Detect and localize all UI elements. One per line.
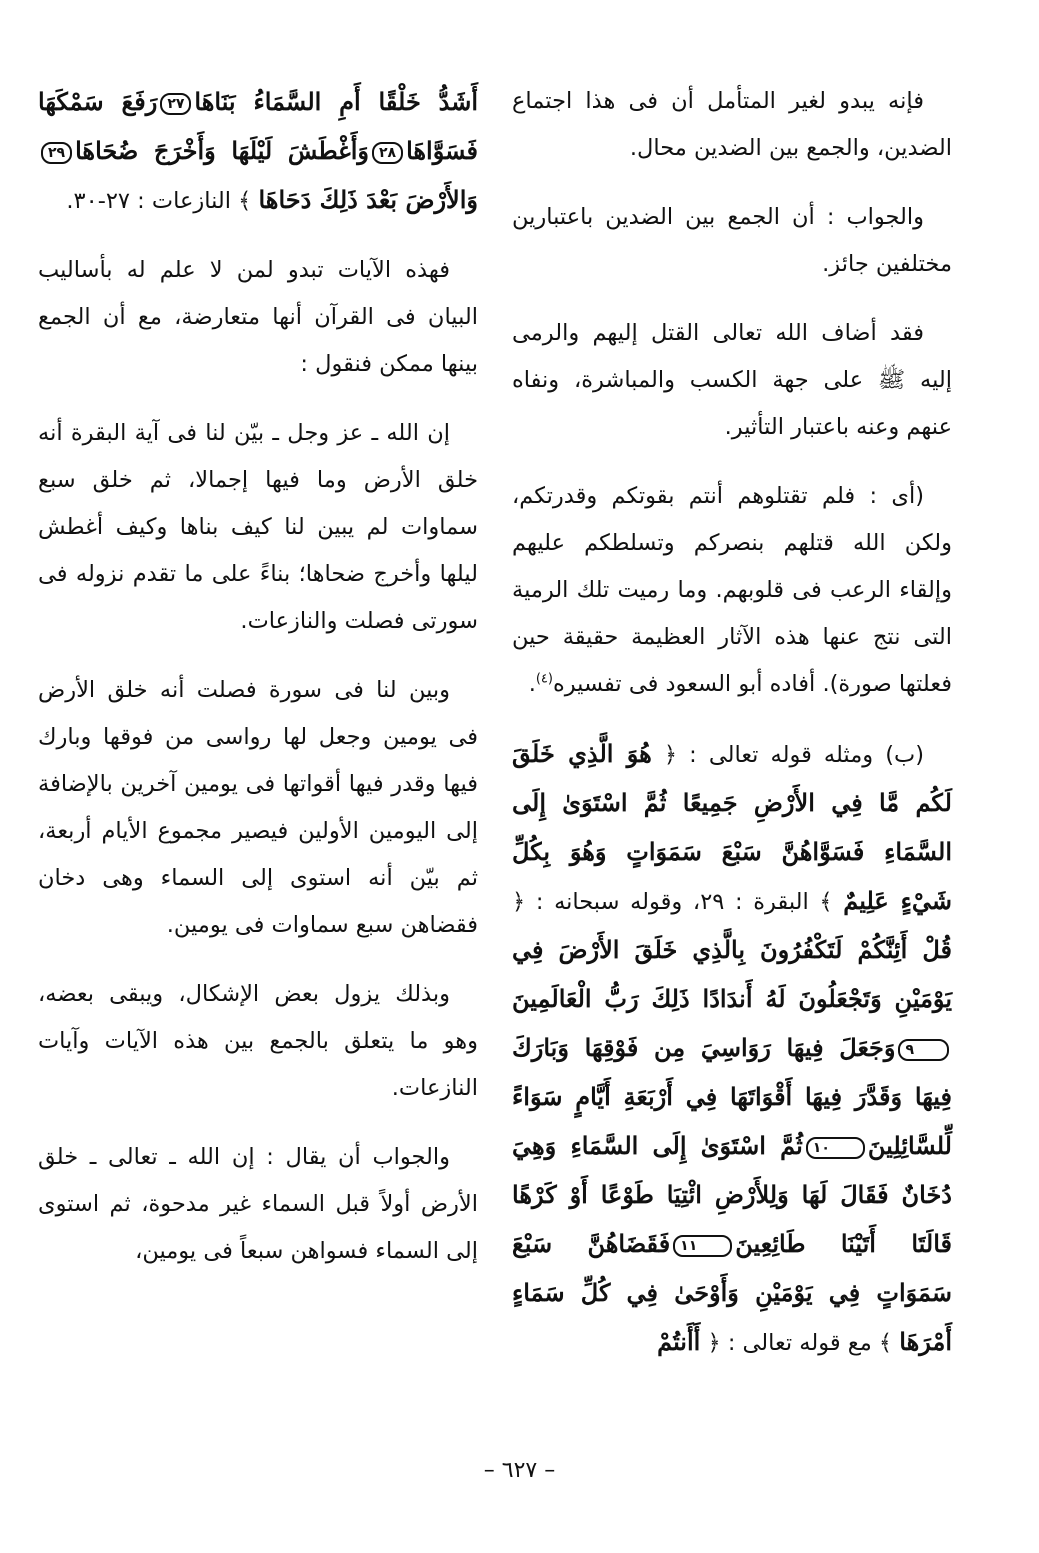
quran-verse: قُلْ أَئِنَّكُمْ لَتَكْفُرُونَ بِالَّذِي خَلَقَ الأَرْضَ فِي يَوْمَيْنِ وَتَجْعَلُونَ لَهُ أَندَادًا ذَلِكَ رَبُّ الْعَالَمِينَ	[512, 935, 952, 1013]
ayah-number: ١١	[673, 1235, 732, 1257]
verse-reference: ﴾ النازعات : ٢٧-٣٠.	[66, 188, 252, 214]
page-number: – ٦٢٧ –	[483, 1458, 556, 1483]
quran-verse: وَأَغْطَشَ لَيْلَهَا وَأَخْرَجَ ضُحَاهَا	[75, 136, 369, 165]
verse-intro: (ب) ومثله قوله تعالى : ﴿	[663, 742, 924, 768]
verse-reference: ﴾ مع قوله تعالى : ﴿	[707, 1330, 893, 1356]
quran-verse: فَقَضَاهُنَّ سَبْعَ سَمَوَاتٍ فِي يَوْمَيْنِ وَأَوْحَىٰ فِي كُلِّ سَمَاءٍ أَمْرَهَا	[512, 1229, 952, 1356]
ayah-number: ٢٨	[372, 142, 403, 164]
paragraph-with-verses	[512, 730, 952, 1367]
left-column	[38, 78, 478, 1297]
ayah-number: ٩	[898, 1039, 949, 1061]
quran-verse: أَأَنتُمْ	[657, 1327, 701, 1356]
paragraph: وبذلك يزول بعض الإشكال، ويبقى بعضه، وهو ما يتعلق بالجمع بين هذه الآيات وآيات النازعات.	[38, 981, 478, 1101]
ayah-number: ١٠	[806, 1137, 865, 1159]
paragraph: والجواب : أن الجمع بين الضدين باعتبارين مختلفين جائز.	[512, 204, 952, 277]
right-column	[512, 78, 952, 1389]
quran-verse: رَفَعَ سَمْكَهَا فَسَوَّاهَا	[38, 87, 478, 165]
footnote-marker: (٤)	[535, 671, 553, 687]
paragraph-text: (أى : فلم تقتلوهم أنتم بقوتكم وقدرتكم، ولكن الله قتلهم بنصركم وتسلطكم عليهم وإلقاء الرعب فى قلوبهم. وما رميت تلك الرمية التى نتج عنها هذه الآثار العظيمة حقيقة حين فعلتها صورة). أفاده أبو السعود فى تفسيره	[512, 483, 952, 697]
paragraph: إن الله ـ عز وجل ـ بيّن لنا فى آية البقرة أنه خلق الأرض وما فيها إجمالا، ثم خلق سبع سماوات لم يبين لنا كيف بناها وكيف أغطش ليلها وأخرج ضحاها؛ بناءً على ما تقدم نزوله فى سورتى فصلت والنازعات.	[38, 420, 478, 634]
ayah-number: ٢٧	[160, 93, 191, 115]
quran-verse: ثُمَّ اسْتَوَىٰ إِلَى السَّمَاءِ وَهِيَ دُخَانٌ فَقَالَ لَهَا وَلِلأَرْضِ ائْتِيَا طَوْعًا أَوْ كَرْهًا قَالَتَا أَتَيْنَا طَائِعِينَ	[512, 1131, 952, 1258]
paragraph: فقد أضاف الله تعالى القتل إليهم والرمى إليه ﷺ على جهة الكسب والمباشرة، ونفاه عنهم وعنه باعتبار التأثير.	[512, 320, 952, 440]
quran-verse: وَالأَرْضَ بَعْدَ ذَلِكَ دَحَاهَا	[258, 185, 478, 214]
quran-verse: هُوَ الَّذِي خَلَقَ لَكُم مَّا فِي الأَرْضِ جَمِيعًا ثُمَّ اسْتَوَىٰ إِلَى السَّمَاءِ فَسَوَّاهُنَّ سَبْعَ سَمَوَاتٍ وَهُوَ بِكُلِّ شَيْءٍ عَلِيمٌ	[512, 739, 953, 915]
paragraph: فإنه يبدو لغير المتأمل أن فى هذا اجتماع الضدين، والجمع بين الضدين محال.	[512, 88, 952, 161]
paragraph: فهذه الآيات تبدو لمن لا علم له بأساليب البيان فى القرآن أنها متعارضة، مع أن الجمع بينها ممكن فنقول :	[38, 257, 478, 377]
ayah-number: ٢٩	[41, 142, 72, 164]
quran-verse: وَجَعَلَ فِيهَا رَوَاسِيَ مِن فَوْقِهَا وَبَارَكَ فِيهَا وَقَدَّرَ فِيهَا أَقْوَاتَهَا فِي أَرْبَعَةِ أَيَّامٍ سَوَاءً لِّلسَّائِلِينَ	[512, 1033, 952, 1160]
paragraph: وبين لنا فى سورة فصلت أنه خلق الأرض فى يومين وجعل لها رواسى من فوقها وبارك فيها وقدر فيها أقواتها فى يومين آخرين بالإضافة إلى اليومين الأولين فيصير مجموع الأيام أربعة، ثم بيّن أنه استوى إلى السماء وهى دخان فقضاهن سبع سماوات فى يومين.	[38, 677, 478, 938]
paragraph: (أى : فلم تقتلوهم أنتم بقوتكم وقدرتكم، ولكن الله قتلهم بنصركم وتسلطكم عليهم وإلقاء الرعب فى قلوبهم. وما رميت تلك الرمية التى نتج عنها هذه الآثار العظيمة حقيقة حين فعلتها صورة). أفاده أبو السعود فى تفسيره$^{(٤)}$.	[512, 483, 952, 697]
verse-reference: ﴾ البقرة : ٢٩، وقوله سبحانه : ﴿	[512, 889, 833, 915]
paragraph-with-verses	[38, 78, 478, 225]
quran-verse: أَشَدُّ خَلْقًا أَمِ السَّمَاءُ بَنَاهَا	[194, 87, 479, 116]
paragraph: والجواب أن يقال : إن الله ـ تعالى ـ خلق الأرض أولاً قبل السماء غير مدحوة، ثم استوى إلى السماء فسواهن سبعاً فى يومين،	[38, 1144, 478, 1264]
